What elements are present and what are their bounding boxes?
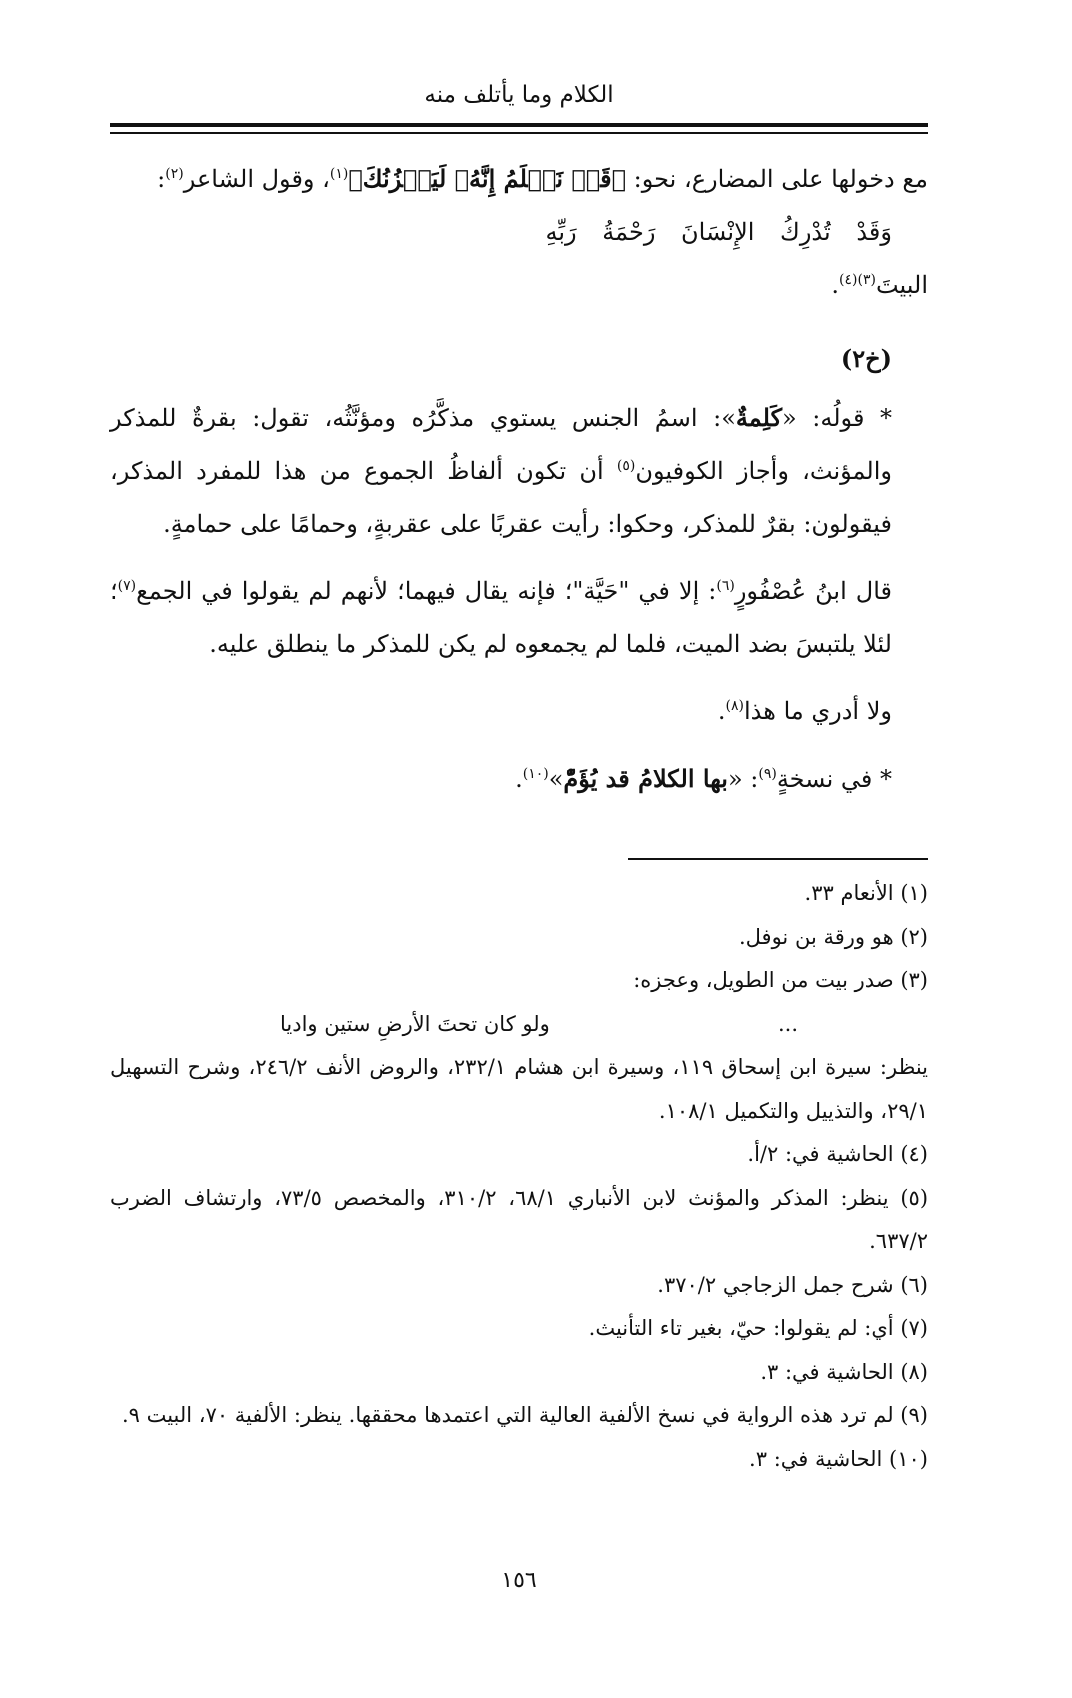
footnote-ref: (٣) <box>857 272 876 288</box>
footnote-3: (٣) صدر بيت من الطويل، وعجزه: <box>633 968 928 992</box>
poem-verse: وَقَدْ تُدْرِكُ الإِنْسَانَ رَحْمَةُ رَبِّهِ <box>545 218 892 246</box>
page-number: ١٥٦ <box>501 1568 537 1593</box>
bayt-line: البيتَ$^{(٣)(٤)}$. <box>831 271 928 299</box>
footnote-ref: (٥) <box>616 458 636 474</box>
paragraph-1: مع دخولها على المضارع، نحو: ﴿قَدۡ نَعۡلَمُ إِنَّهُۥ لَيَحۡزُنُكَ﴾$^{(١)}$، وقول الشاعر$^{(٢)}$: <box>157 164 928 193</box>
paragraph-3: قال ابنُ عُصْفُورٍ$^{(٦)}$: إلا في "حَيَّة"؛ فإنه يقال فيهما؛ لأنهم لم يقولوا في الجمع$^{(٧)}$؛ لئلا يلتبسَ بضد الميت، فلما لم يجمعوه لم يكن للمذكر ما ينطلق عليه. <box>110 577 893 658</box>
verse-ellipsis: ... <box>777 1011 798 1036</box>
header-rule-thin <box>110 132 928 134</box>
main-text <box>110 152 928 806</box>
footnote-separator <box>628 858 928 860</box>
paragraph-4: ولا أدري ما هذا$^{(٨)}$. <box>717 697 892 725</box>
footnote-9: (٩) لم ترد هذه الرواية في نسخ الألفية العالية التي اعتمدها محققها. ينظر: الألفية ٧٠، البيت ٩. <box>121 1403 928 1427</box>
paragraph-5: * في نسخةٍ$^{(٩)}$: «بها الكلامُ قد يُؤَمّْ»$^{(١٠)}$. <box>515 764 892 793</box>
keyword: كَلِمةٌ <box>735 403 783 432</box>
footnote-ref: (٨) <box>725 698 745 714</box>
paragraph-2: * قولُه: «كَلِمةٌ»: اسمُ الجنس يستوي مذكَّرُه ومؤنَّثُه، تقول: بقرةٌ للمذكر والمؤنث، وأجاز الكوفيون$^{(٥)}$ أن تكون ألفاظُ الجموع من هذا للمفرد المذكر، فيقولون: بقرٌ للمذكر، وحكوا: رأيت عقربًا على عقربةٍ، وحمامًا على حمامةٍ. <box>110 403 893 538</box>
quoted-variant: بها الكلامُ قد يُؤَمّْ <box>563 764 728 793</box>
footnote-3-verse <box>110 1003 928 1047</box>
footnote-6: (٦) شرح جمل الزجاجي ٣٧٠/٢. <box>657 1272 928 1297</box>
footnote-ref: (٩) <box>758 766 777 782</box>
footnote-ref: (١) <box>329 166 349 182</box>
footnote-8: (٨) الحاشية في: ٣. <box>760 1359 928 1384</box>
footnote-ref: (٤) <box>839 272 858 288</box>
footnote-10: (١٠) الحاشية في: ٣. <box>749 1446 928 1471</box>
header-rule-thick <box>110 123 928 127</box>
footnote-ref: (٦) <box>716 578 735 594</box>
quran-quote: ﴿قَدۡ نَعۡلَمُ إِنَّهُۥ لَيَحۡزُنُكَ﴾ <box>348 164 627 193</box>
footnote-ref: (١٠) <box>522 766 549 782</box>
verse-second-half: ولو كان تحتَ الأرضِ ستين واديا <box>280 1011 550 1036</box>
footnote-2: (٢) هو ورقة بن نوفل. <box>738 924 928 949</box>
section-marker: (خ٢) <box>840 344 892 373</box>
running-header: الكلام وما يأتلف منه <box>424 82 614 108</box>
footnote-1: (١) الأنعام ٣٣. <box>804 881 928 905</box>
footnote-7: (٧) أي: لم يقولوا: حيّ، بغير تاء التأنيث. <box>588 1316 928 1340</box>
footnote-4: (٤) الحاشية في: ٢/أ. <box>747 1142 928 1166</box>
footnote-ref: (٧) <box>117 578 137 594</box>
footnotes <box>110 872 928 1481</box>
footnote-3-references: ينظر: سيرة ابن إسحاق ١١٩، وسيرة ابن هشام ٢٣٢/١، والروض الأنف ٢٤٦/٢، وشرح التسهيل ٢٩/١، والتذييل والتكميل ١٠٨/١. <box>110 1055 928 1123</box>
footnote-5: (٥) ينظر: المذكر والمؤنث لابن الأنباري ٦٨/١، ٣١٠/٢، والمخصص ٧٣/٥، وارتشاف الضرب ٦٣٧/٢. <box>110 1185 929 1253</box>
footnote-ref: (٢) <box>165 166 184 182</box>
